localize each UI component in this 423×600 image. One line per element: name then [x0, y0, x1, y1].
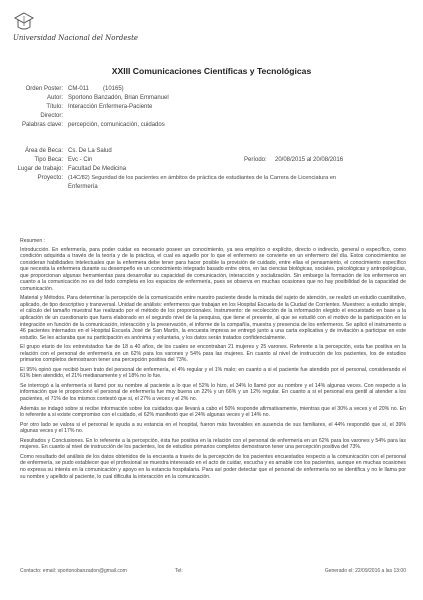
- titulo-value: Interacción Enfermera-Paciente: [68, 104, 153, 110]
- orden-poster-code: (10165): [103, 86, 124, 92]
- abstract-heading: Resumen :: [20, 238, 46, 244]
- palabras-clave-label: Palabras clave:: [21, 122, 63, 128]
- autor-label: Autor:: [46, 95, 63, 101]
- institution-name: Universidad Nacional del Nordeste: [13, 34, 139, 42]
- proyecto-value-line2: Enfermería: [68, 184, 98, 190]
- proyecto-label: Proyecto:: [37, 175, 63, 181]
- abstract-paragraph: El grupo etario de los entrevistados fue de 18 a 40 años, de los cuales se encontraban 21 mujeres y 25 varones. Referente a la percepción, esta fue positiva en la relación con el personal de enfermería en un 62% para los varones y 54% para las mujeres. En cuanto al nivel de instrucción de los pacientes, los de estudios primarios completos demostraron tener una percepción positiva del 73%.: [20, 344, 406, 364]
- abstract-paragraph: Resultados y Conclusiones. En lo referente a la percepción, ésta fue positiva en la relación con el personal de enfermería en un 62% para los varones y 54% para las mujeres. En cuanto al nivel de instrucción de los pacientes, los de estudios primarios completos demostraron tener una percepción positiva del 73%.: [20, 437, 406, 451]
- abstract-section: [20, 238, 406, 483]
- page-title: XXIII Comunicaciones Científicas y Tecnológicas: [111, 66, 312, 76]
- row-autor: [0, 95, 423, 103]
- orden-poster-label: Orden Poster:: [25, 86, 63, 92]
- row-area-beca: [0, 148, 423, 156]
- area-beca-label: Área de Beca:: [24, 148, 63, 154]
- row-proyecto-cont: [0, 184, 423, 192]
- autor-value: Sportono Banzadón, Brian Emmanuel: [68, 95, 169, 101]
- footer-contact: Contacto: email: sportonobanzadon@gmail.com: [20, 568, 127, 574]
- row-titulo: [0, 104, 423, 112]
- abstract-paragraph: Material y Métodos. Para determinar la percepción de la comunicación entre nuestro paciente desde la mirada del sujeto de atención, se realizó un estudio cuantitativo, aplicado, de tipo descriptivo y transversal. Unidad de análisis: enfermeros que trabajan en los Hospital Escuela de la Ciudad de Corrientes. Muestreo: a estudio simple, el cálculo del tamaño muestral fue realizado por el método de los proporcionales. Instrumento: de recolección de la información elegido el encuestado en base a la aplicación de un cuestionario que fuera elaborado en el segundo nivel de la pesquisa, que tiene el presente, al que se estudió con el motivo de la participación en la integración en función de la comunicación, interacción y la preservación, el informe de la compañía, muestra y presencia de los enfermeros. Se aplicó el instrumento a 46 pacientes internados en el Hospital Escuela José de San Martín, la encuesta impresa se entregó junto a una carta explicativa y de invitación a participar en este estudio. Se les aclaraba que su participación es anónima y voluntaria, y los datos serán tratados confidencialmente.: [20, 295, 406, 341]
- lugar-trabajo-value: Facultad De Medicina: [68, 166, 127, 172]
- palabras-clave-value: percepción, comunicación, cuidados: [68, 122, 165, 128]
- orden-poster-value: CM-011: [68, 86, 89, 92]
- abstract-paragraph: El 95% opinó que recibió buen trato del personal de enfermería, el 4% regular y el 1% malo; en cuanto a si el paciente fue atendido por el personal, considerando el 61% bien atendido, el 21% medianamente y el 18% no lo fue.: [20, 366, 406, 380]
- abstract-paragraph: Por otro lado se valora si el personal le ayuda a su estancia en el hospital, fueron más favorables en ausencia de sus familiares, el 44% respondió que sí, el 39% algunas veces y el 17% no.: [20, 421, 406, 435]
- footer-generated: Generado el: 22/09/2016 a las 13:00: [324, 568, 406, 574]
- row-tipo-beca: [0, 157, 423, 165]
- periodo-label: Período:: [244, 157, 267, 163]
- university-logo: [13, 12, 163, 46]
- tipo-beca-label: Tipo Beca:: [34, 157, 63, 163]
- abstract-paragraph: Introducción. En enfermería, para poder cuidar es necesario poseer un conocimiento, ya sea empírico o explícito, directo o indirecto, general o específico, como condición adquirida a través de la teoría y de la práctica, el cual es aquello por lo que el enfermero se convierte en un enfermero del día. Estos conocimientos se consideran habilidades intelectuales que la enfermera debe tener para hacer posible la provisión de cuidado, entre ellas el pensamiento, el conocimiento específico que necesita la enfermera durante su desempeño es un conocimiento integrado basado entre otros, en las ciencias biológicas, sociales, psicológicas y antropológicas, que proporcionan algunas herramientas para desarrollar su capacidad de comunicación, interacción y socialización. Sin embargo la formación de los enfermeros en cuanto a la comunicación no es del todo completa en los espacios de enfermería, pues se observa en muchas ocasiones que no hay posibilidad de la capacidad de comunicación.: [20, 246, 406, 292]
- university-seal-icon: [13, 12, 35, 34]
- row-orden-poster: [0, 86, 423, 94]
- abstract-paragraph: Además se indagó sobre si recibe información sobre los cuidados que llevará a cabo el 50% responde afirmativamente, mientras que el 30% a veces y el 20% no. En lo referente a si existe compromiso con el cuidado, el 62% manifestó que el 24% algunas veces y el 14% no.: [20, 405, 406, 419]
- lugar-trabajo-label: Lugar de trabajo:: [17, 166, 63, 172]
- periodo-value: 20/08/2015 al 20/08/2016: [275, 157, 344, 163]
- row-lugar-trabajo: [0, 166, 423, 174]
- director-label: Director:: [40, 113, 63, 119]
- proyecto-value-line1: (14C/82) Seguridad de los pacientes en ámbitos de práctica de estudiantes de la Carrera de Licenciatura en: [68, 175, 337, 181]
- area-beca-value: Cs. De La Salud: [68, 148, 112, 154]
- titulo-label: Título:: [46, 104, 63, 110]
- abstract-paragraph: Como resultado del análisis de los datos obtenidos de la encuesta a través de la percepción de los pacientes encuestados respecto a la comunicación con el personal de enfermería, se pudo establecer que el profesional se muestra interesado en el acto de cuidar, escucha y es amable con los pacientes, aunque en muchas ocasiones no expresa su interés en la comunicación y apoyo en la estancia hospitalaria. Para así poder detectar que el personal de enfermería no se identifica y no le llama por su nombre y apellido al paciente, lo cual dificulta la interacción en la comunicación.: [20, 453, 406, 480]
- row-proyecto: [0, 175, 423, 183]
- row-director: [0, 113, 423, 121]
- footer-phone: Tel:: [175, 568, 183, 574]
- row-palabras-clave: [0, 122, 423, 130]
- tipo-beca-value: Evc - Cin: [68, 157, 93, 163]
- abstract-paragraph: Se interrogó a la enfermería si llamó por su nombre al paciente a lo que el 52% lo hizo, el 34% lo llamó por su nombre y el 14% algunas veces. Con respecto a la información que le proporcionó el personal de enfermería fue muy buena un 22% y un 66% y un 12% regular. En cuanto a si el personal era gentil al atender a los pacientes, el 71% de los mismos contestó que si, el 27% a veces y el 2% no.: [20, 382, 406, 403]
